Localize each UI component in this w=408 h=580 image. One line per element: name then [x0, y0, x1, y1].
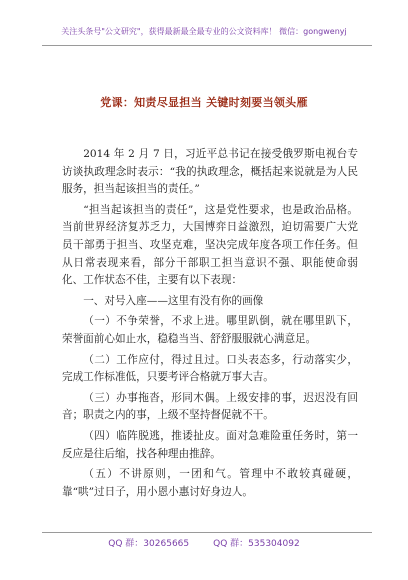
- paragraph: 2014 年 2 月 7 日，习近平总书记在接受俄罗斯电视台专访谈执政理念时表示：“我的执政理念，概括起来说就是为人民服务，担当起该担当的责任。”: [62, 148, 358, 196]
- qq-group-2: QQ 群：535304092: [213, 539, 300, 549]
- paragraph: “担当起该担当的责任”，这是党性要求，也是政治品格。当前世界经济复苏乏力，大国博弈日益激烈，迫切需要广大党员干部勇于担当、攻坚克难，坚决完成年度各项工作任务。但从日常表现来看，部分干部职工担当意识不强、职能使命弱化、工作状态不佳，主要有以下表现：: [62, 203, 358, 287]
- footer-divider: [42, 532, 372, 533]
- document-body: [62, 146, 358, 501]
- header-banner: 关注头条号"公文研究"，获得最新最全最专业的公文资料库！ 微信：gongwenyj: [61, 27, 347, 36]
- footer: [0, 536, 408, 549]
- document-title: 党课：知责尽显担当 关键时刻要当领头雁: [100, 96, 308, 109]
- qq-group-1: QQ 群：30265665: [108, 539, 190, 549]
- paragraph: （一）不争荣誉，不求上进。哪里趴倒，就在哪里趴下，荣誉面前心如止水，稳稳当当、舒舒服服就心满意足。: [62, 315, 358, 345]
- section-heading: 一、对号入座——这里有没有你的画像: [83, 294, 264, 307]
- paragraph: （四）临阵脱逃，推诿扯皮。面对急难险重任务时，第一反应是往后缩，找各种理由推辞。: [62, 429, 358, 460]
- header-divider: [42, 45, 372, 46]
- paragraph: （二）工作应付，得过且过。口头表态多，行动落实少，完成工作标准低，只要考评合格就万事大吉。: [62, 353, 358, 384]
- paragraph: （五）不讲原则，一团和气。管理中不敢较真碰硬，靠“哄”过日子，用小恩小惠讨好身边人。: [62, 468, 358, 498]
- paragraph: （三）办事拖沓，形同木偶。上级安排的事，迟迟没有回音；职责之内的事，上级不坚持督促就不干。: [62, 391, 358, 422]
